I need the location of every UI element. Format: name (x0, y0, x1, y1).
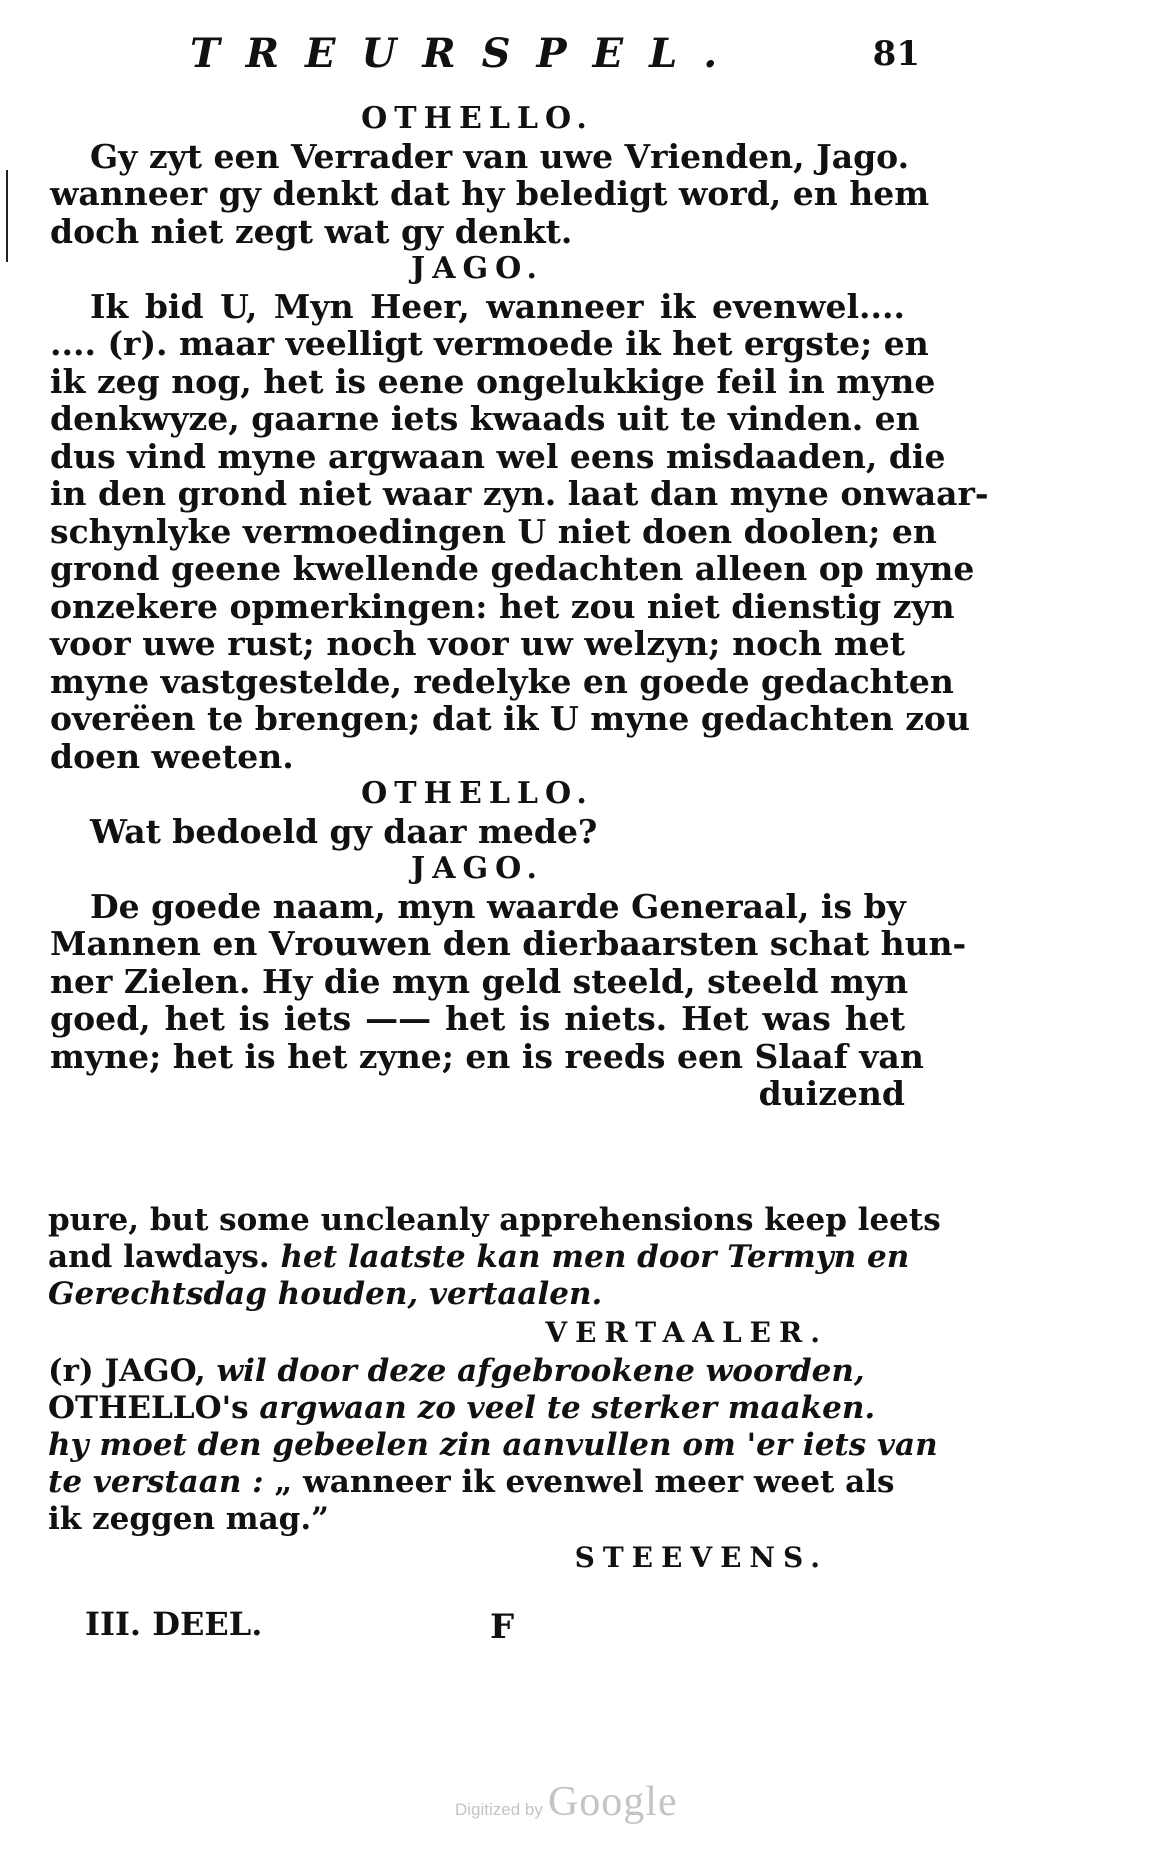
text-line: Wat bedoeld gy daar mede? (90, 811, 598, 851)
watermark-prefix: Digitized by (455, 1800, 543, 1819)
volume-label: III. DEEL. (85, 1605, 263, 1643)
footnote-segment: wil door deze afgebrookene woorden, (216, 1353, 865, 1389)
page-number: 81 (872, 34, 920, 74)
text-line: schynlyke vermoedingen U niet doen doolen; en (50, 511, 937, 551)
text-line: grond geene kwellende gedachten alleen op myne (50, 549, 975, 588)
footnote-segment: argwaan zo veel te sterker maaken. (259, 1390, 876, 1426)
text-line: Ik bid U, Myn Heer, wanneer ik evenwel.... (90, 286, 905, 326)
footnote-heading-vertaaler: VERTAALER. (545, 1316, 828, 1349)
footnote-note-r (48, 1353, 938, 1538)
footnote-heading-steevens: STEEVENS. (574, 1541, 828, 1574)
footnote-segment: het laatste kan men door Termyn en (280, 1239, 910, 1275)
footnote-continuation (48, 1202, 941, 1313)
footnote-segment: and lawdays. (48, 1239, 281, 1275)
footnote-segment: hy moet den gebeelen zin aanvullen om 'er iets van (48, 1427, 938, 1463)
text-line: .... (r). maar veelligt vermoede ik het ergste; en (50, 324, 929, 363)
footnote-segment: OTHELLO's (48, 1390, 260, 1426)
footnote-line (48, 1353, 888, 1390)
text-line: Gy zyt een Verrader van uwe Vrienden, Jago. (90, 136, 910, 176)
text-line: goed, het is iets —— het is niets. Het was het (50, 999, 905, 1038)
text-line: De goede naam, myn waarde Generaal, is by (90, 886, 906, 926)
speaker-name: OTHELLO. (361, 101, 594, 136)
text-line: duizend (758, 1074, 905, 1113)
page-footer (85, 1605, 785, 1647)
text-line: ik zeg nog, het is eene ongelukkige feil in myne (50, 361, 936, 401)
text-line: overëen te brengen; dat ik U myne gedachten zou (50, 699, 970, 738)
text-line: dus vind myne argwaan wel eens misdaaden, die (50, 436, 946, 476)
digitized-watermark (455, 1778, 678, 1826)
margin-mark (6, 170, 8, 262)
speaker-name: JAGO. (411, 251, 544, 286)
text-line: denkwyze, gaarne iets kwaads uit te vinden. en (50, 399, 920, 438)
footnote-line (48, 1276, 888, 1313)
footnote-line (48, 1427, 938, 1464)
text-line: doch niet zegt wat gy denkt. (50, 211, 573, 251)
footnote-line (48, 1202, 941, 1239)
text-line: wanneer gy denkt dat hy beledigt word, en hem (50, 174, 930, 213)
footnote-segment: ik zeggen mag.” (48, 1501, 329, 1537)
speaker-name: OTHELLO. (361, 776, 594, 811)
text-line: myne; het is het zyne; en is reeds een Slaaf van (50, 1036, 924, 1076)
footnote-segment: Gerechtsdag houden, vertaalen. (48, 1276, 603, 1312)
text-line: Mannen en Vrouwen den dierbaarsten schat hun- (50, 924, 967, 963)
speaker-name: JAGO. (411, 851, 544, 886)
footnote-segment: te verstaan : (48, 1464, 275, 1500)
footnote-section (48, 1202, 941, 1578)
footnote-line (48, 1464, 895, 1501)
text-line: myne vastgestelde, redelyke en goede gedachten (50, 661, 954, 701)
footnote-segment: (r) JAGO, (48, 1353, 217, 1389)
text-line: voor uwe rust; noch voor uw welzyn; noch met (50, 624, 905, 663)
footnote-segment: „ wanneer ik evenwel meer weet als (274, 1464, 895, 1500)
dialogue-text (50, 100, 989, 1113)
footnote-line (48, 1501, 888, 1538)
watermark-brand: Google (547, 1779, 678, 1825)
page-header (190, 30, 920, 90)
text-line: in den grond niet waar zyn. laat dan myne onwaar- (50, 474, 989, 513)
signature-mark: F (490, 1607, 515, 1647)
footnote-segment: pure, but some uncleanly apprehensions keep leets (48, 1202, 941, 1238)
text-line: ner Zielen. Hy die myn geld steeld, steeld myn (50, 961, 909, 1001)
text-line: onzekere opmerkingen: het zou niet dienstig zyn (50, 586, 955, 626)
footnote-line (48, 1239, 910, 1276)
footnote-line (48, 1390, 888, 1427)
text-line: doen weeten. (50, 736, 294, 776)
running-title: TREURSPEL. (190, 30, 744, 77)
